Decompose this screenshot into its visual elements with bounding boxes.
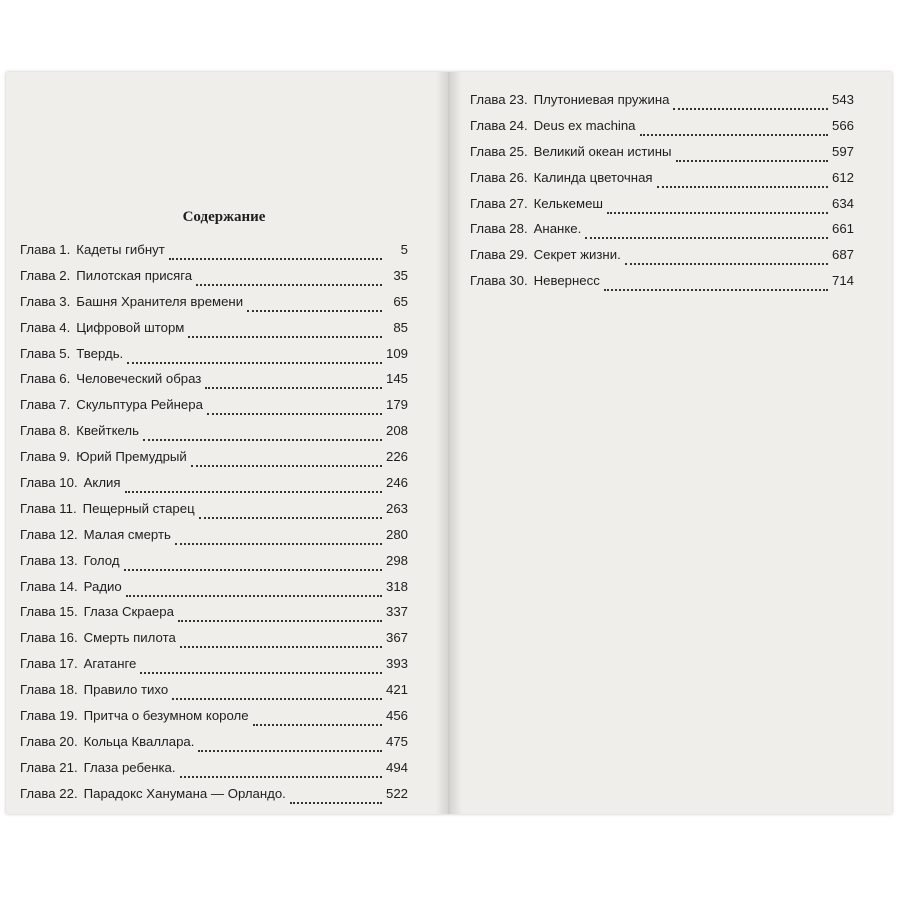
chapter-title: Аклия bbox=[83, 475, 121, 491]
leader-dots bbox=[191, 465, 382, 467]
chapter-page: 494 bbox=[385, 759, 408, 775]
chapter-number: Глава 29. bbox=[470, 247, 528, 263]
chapter-title: Калинда цветочная bbox=[533, 169, 653, 185]
chapter-page: 634 bbox=[831, 195, 854, 211]
chapter-page: 714 bbox=[831, 273, 854, 289]
toc-entry bbox=[470, 196, 854, 222]
chapter-number: Глава 17. bbox=[20, 656, 78, 672]
toc-entry bbox=[20, 294, 408, 320]
toc-entry bbox=[470, 221, 854, 247]
chapter-number: Глава 24. bbox=[470, 117, 528, 133]
toc-entry bbox=[20, 268, 408, 294]
leader-dots bbox=[188, 336, 382, 338]
chapter-number: Глава 20. bbox=[20, 733, 78, 749]
toc-entry bbox=[470, 92, 854, 118]
toc-entry bbox=[20, 760, 408, 786]
chapter-title: Квейткель bbox=[76, 423, 139, 439]
chapter-page: 687 bbox=[831, 247, 854, 263]
chapter-page: 566 bbox=[831, 117, 854, 133]
chapter-title: Притча о безумном короле bbox=[83, 708, 249, 724]
chapter-title: Глаза ребенка. bbox=[83, 759, 176, 775]
chapter-title: Великий океан истины bbox=[533, 143, 672, 159]
chapter-title: Башня Хранителя времени bbox=[76, 293, 244, 309]
chapter-number: Глава 21. bbox=[20, 759, 78, 775]
chapter-title: Пещерный старец bbox=[82, 500, 195, 516]
toc-list-left bbox=[20, 242, 408, 812]
leader-dots bbox=[126, 595, 382, 597]
toc-entry bbox=[20, 682, 408, 708]
leader-dots bbox=[607, 212, 828, 214]
toc-entry bbox=[20, 346, 408, 372]
chapter-page: 661 bbox=[831, 221, 854, 237]
chapter-title: Невернесс bbox=[533, 273, 600, 289]
chapter-page: 456 bbox=[385, 708, 408, 724]
leader-dots bbox=[124, 569, 382, 571]
chapter-page: 5 bbox=[400, 242, 408, 257]
chapter-number: Глава 18. bbox=[20, 682, 78, 698]
leader-dots bbox=[180, 776, 382, 778]
toc-entry bbox=[470, 170, 854, 196]
chapter-title: Скульптура Рейнера bbox=[76, 397, 203, 413]
chapter-title: Твердь. bbox=[76, 345, 124, 361]
chapter-page: 226 bbox=[385, 449, 408, 465]
chapter-page: 393 bbox=[385, 656, 408, 672]
chapter-title: Плутониевая пружина bbox=[533, 92, 670, 107]
chapter-number: Глава 19. bbox=[20, 708, 78, 724]
chapter-number: Глава 6. bbox=[20, 371, 71, 387]
chapter-number: Глава 27. bbox=[470, 195, 528, 211]
chapter-number: Глава 12. bbox=[20, 526, 78, 542]
toc-entry bbox=[20, 423, 408, 449]
chapter-title: Цифровой шторм bbox=[76, 319, 185, 335]
right-page bbox=[454, 72, 892, 814]
chapter-title: Малая смерть bbox=[83, 526, 171, 542]
chapter-page: 475 bbox=[385, 733, 408, 749]
toc-entry bbox=[20, 734, 408, 760]
chapter-title: Агатанге bbox=[83, 656, 137, 672]
chapter-page: 263 bbox=[385, 500, 408, 516]
toc-entry bbox=[20, 604, 408, 630]
leader-dots bbox=[125, 491, 382, 493]
toc-entry bbox=[470, 247, 854, 273]
chapter-number: Глава 15. bbox=[20, 604, 78, 620]
leader-dots bbox=[169, 258, 382, 260]
leader-dots bbox=[604, 289, 828, 291]
chapter-page: 597 bbox=[831, 143, 854, 159]
chapter-number: Глава 26. bbox=[470, 169, 528, 185]
toc-entry bbox=[20, 475, 408, 501]
leader-dots bbox=[585, 237, 828, 239]
chapter-page: 208 bbox=[385, 423, 408, 439]
chapter-page: 318 bbox=[385, 578, 408, 594]
chapter-title: Глаза Скраера bbox=[83, 604, 174, 620]
toc-entry bbox=[20, 371, 408, 397]
chapter-page: 612 bbox=[831, 169, 854, 185]
chapter-number: Глава 7. bbox=[20, 397, 71, 413]
chapter-page: 298 bbox=[385, 552, 408, 568]
chapter-number: Глава 30. bbox=[470, 273, 528, 289]
leader-dots bbox=[253, 724, 382, 726]
toc-entry bbox=[20, 708, 408, 734]
leader-dots bbox=[205, 387, 382, 389]
chapter-title: Смерть пилота bbox=[83, 630, 176, 646]
toc-entry bbox=[20, 656, 408, 682]
toc-entry bbox=[20, 501, 408, 527]
chapter-number: Глава 14. bbox=[20, 578, 78, 594]
chapter-number: Глава 23. bbox=[470, 92, 528, 107]
chapter-number: Глава 22. bbox=[20, 785, 78, 801]
chapter-title: Ананке. bbox=[533, 221, 582, 237]
leader-dots bbox=[175, 543, 382, 545]
chapter-page: 179 bbox=[385, 397, 408, 413]
leader-dots bbox=[172, 698, 382, 700]
chapter-page: 65 bbox=[393, 293, 408, 309]
toc-entry bbox=[20, 449, 408, 475]
chapter-page: 145 bbox=[385, 371, 408, 387]
chapter-number: Глава 10. bbox=[20, 475, 78, 491]
chapter-number: Глава 3. bbox=[20, 293, 71, 309]
leader-dots bbox=[178, 620, 382, 622]
chapter-number: Глава 13. bbox=[20, 552, 78, 568]
toc-entry bbox=[470, 118, 854, 144]
chapter-title: Кадеты гибнут bbox=[76, 242, 165, 257]
toc-entry bbox=[470, 273, 854, 299]
leader-dots bbox=[198, 750, 382, 752]
chapter-number: Глава 28. bbox=[470, 221, 528, 237]
chapter-title: Радио bbox=[83, 578, 122, 594]
toc-entry bbox=[20, 786, 408, 812]
toc-entry bbox=[20, 242, 408, 268]
chapter-title: Секрет жизни. bbox=[533, 247, 621, 263]
chapter-page: 109 bbox=[385, 345, 408, 361]
toc-heading: Содержание bbox=[182, 209, 266, 225]
leader-dots bbox=[127, 362, 382, 364]
chapter-page: 367 bbox=[385, 630, 408, 646]
chapter-number: Глава 8. bbox=[20, 423, 71, 439]
chapter-number: Глава 25. bbox=[470, 143, 528, 159]
leader-dots bbox=[640, 134, 828, 136]
toc-entry bbox=[20, 397, 408, 423]
chapter-number: Глава 11. bbox=[20, 500, 77, 516]
chapter-number: Глава 4. bbox=[20, 319, 71, 335]
toc-entry bbox=[20, 630, 408, 656]
leader-dots bbox=[180, 646, 382, 648]
chapter-page: 522 bbox=[385, 785, 408, 801]
chapter-title: Голод bbox=[83, 552, 120, 568]
toc-entry bbox=[470, 144, 854, 170]
leader-dots bbox=[625, 263, 828, 265]
leader-dots bbox=[140, 672, 382, 674]
chapter-number: Глава 2. bbox=[20, 267, 71, 283]
leader-dots bbox=[196, 284, 382, 286]
left-page bbox=[6, 72, 442, 814]
chapter-number: Глава 16. bbox=[20, 630, 78, 646]
leader-dots bbox=[673, 108, 828, 110]
toc-entry bbox=[20, 579, 408, 605]
chapter-page: 246 bbox=[385, 475, 408, 491]
chapter-title: Пилотская присяга bbox=[76, 267, 193, 283]
leader-dots bbox=[247, 310, 382, 312]
chapter-page: 85 bbox=[393, 319, 408, 335]
chapter-page: 280 bbox=[385, 526, 408, 542]
chapter-page: 337 bbox=[385, 604, 408, 620]
leader-dots bbox=[143, 439, 382, 441]
leader-dots bbox=[199, 517, 382, 519]
chapter-title: Парадокс Ханумана — Орландо. bbox=[83, 785, 286, 801]
chapter-title: Правило тихо bbox=[83, 682, 169, 698]
toc-entry bbox=[20, 320, 408, 346]
chapter-title: Келькемеш bbox=[533, 195, 604, 211]
leader-dots bbox=[676, 160, 828, 162]
chapter-page: 35 bbox=[393, 267, 408, 283]
toc-entry bbox=[20, 527, 408, 553]
toc-list-right bbox=[470, 92, 854, 299]
leader-dots bbox=[207, 413, 382, 415]
chapter-title: Юрий Премудрый bbox=[76, 449, 187, 465]
chapter-title: Кольца Кваллара. bbox=[83, 733, 195, 749]
leader-dots bbox=[657, 186, 828, 188]
leader-dots bbox=[290, 802, 382, 804]
chapter-title: Человеческий образ bbox=[76, 371, 202, 387]
book-spread bbox=[6, 72, 892, 814]
chapter-page: 543 bbox=[831, 92, 854, 107]
chapter-number: Глава 1. bbox=[20, 242, 71, 257]
chapter-page: 421 bbox=[385, 682, 408, 698]
toc-entry bbox=[20, 553, 408, 579]
chapter-number: Глава 5. bbox=[20, 345, 71, 361]
chapter-number: Глава 9. bbox=[20, 449, 71, 465]
chapter-title: Deus ex machina bbox=[533, 117, 636, 133]
